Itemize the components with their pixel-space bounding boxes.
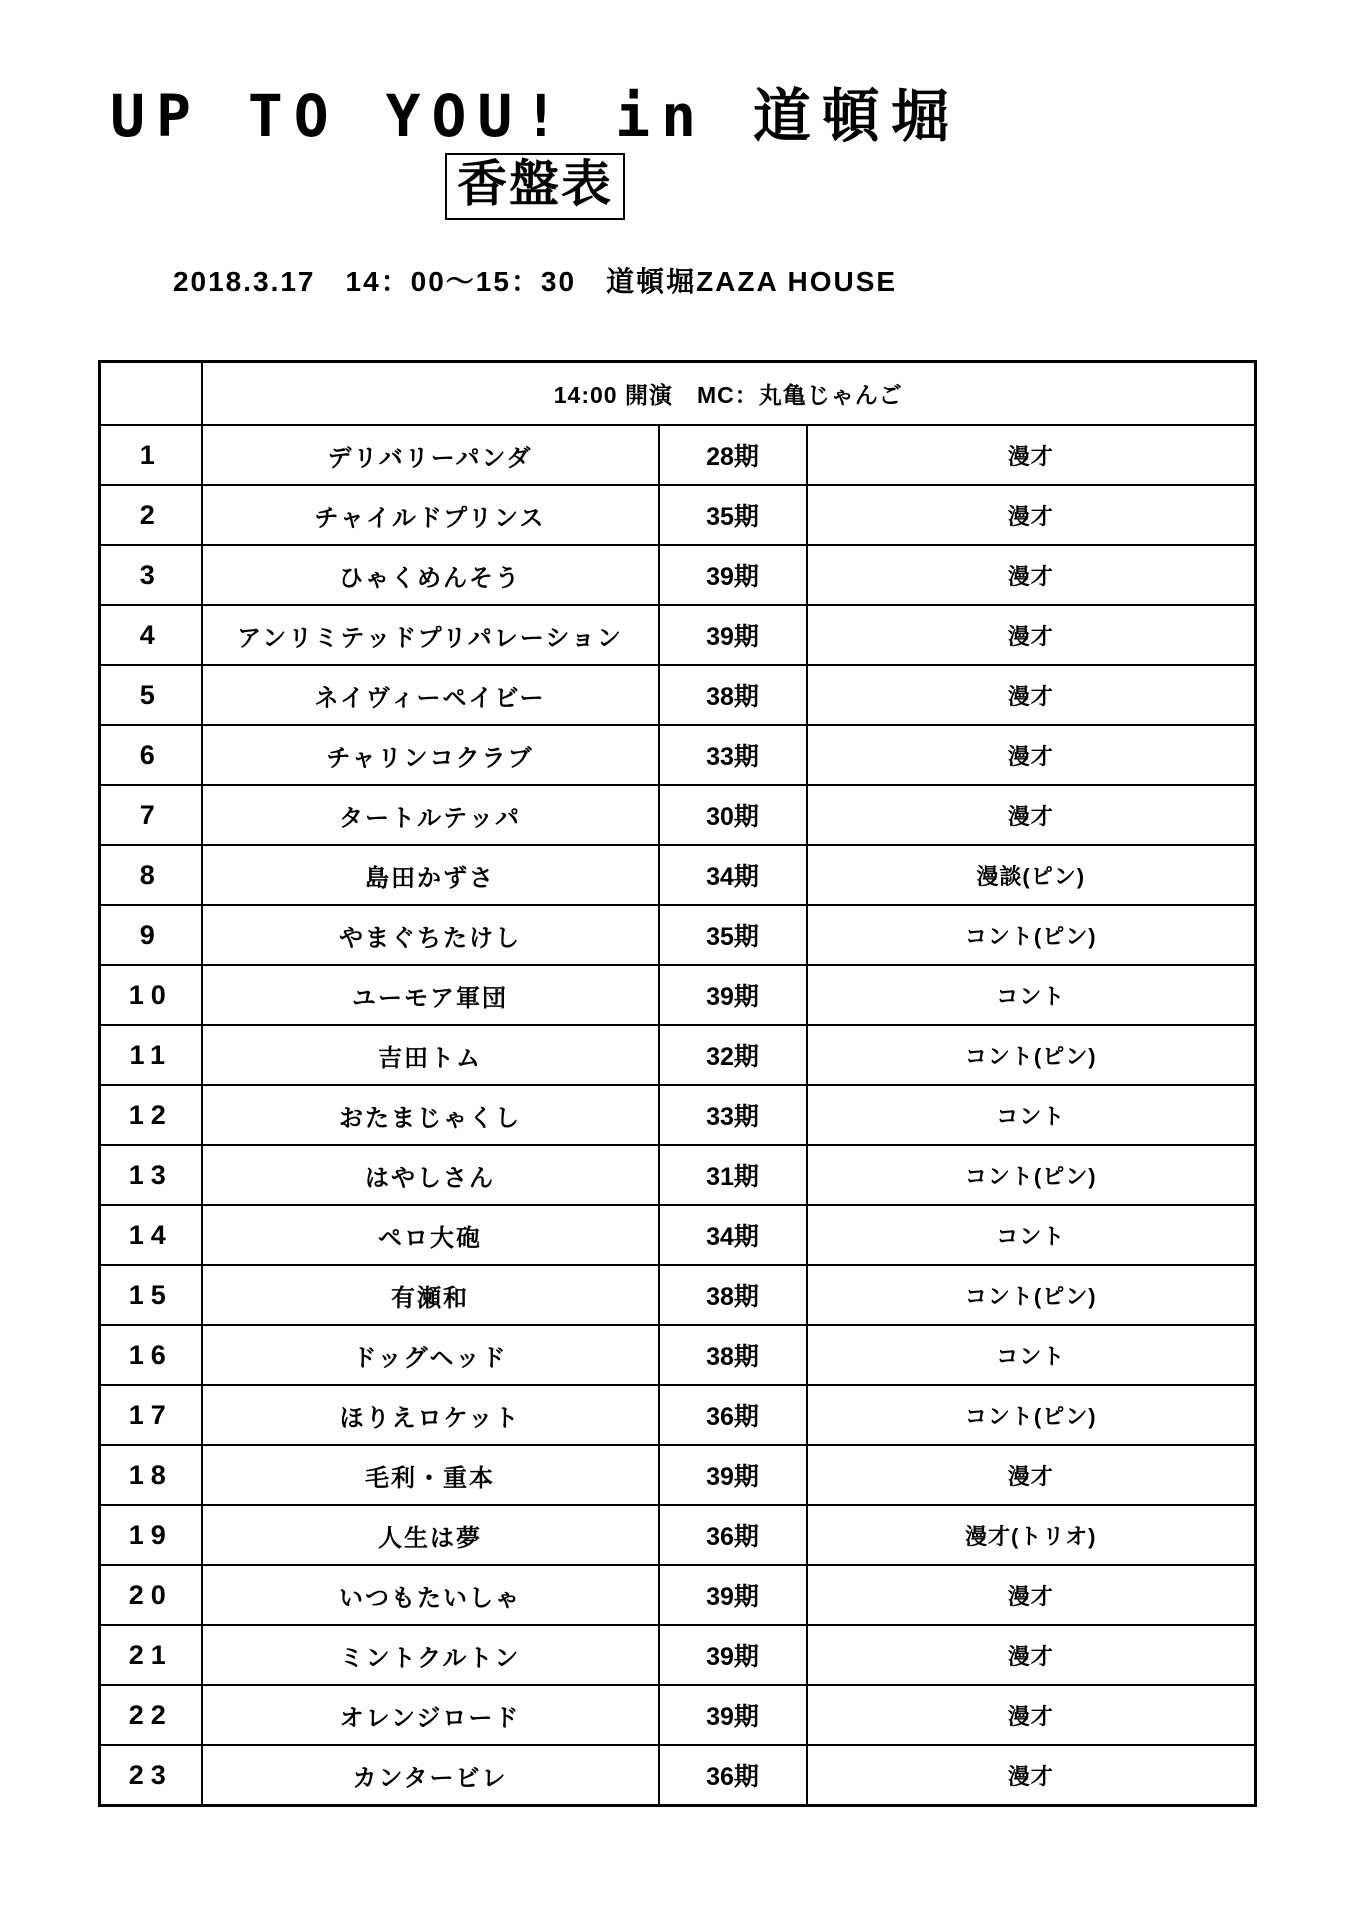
term-cell: 39期 bbox=[659, 545, 807, 605]
table-row bbox=[100, 1025, 1256, 1085]
term-cell: 28期 bbox=[659, 425, 807, 485]
order-cell: 23 bbox=[100, 1745, 202, 1805]
performer-name-cell: カンタービレ bbox=[202, 1745, 659, 1805]
term-cell: 35期 bbox=[659, 905, 807, 965]
performer-name-cell: デリバリーパンダ bbox=[202, 425, 659, 485]
table-row bbox=[100, 1085, 1256, 1145]
performer-name-cell: ミントクルトン bbox=[202, 1625, 659, 1685]
table-row bbox=[100, 1265, 1256, 1325]
order-cell: 4 bbox=[100, 605, 202, 665]
term-cell: 36期 bbox=[659, 1385, 807, 1445]
act-style-cell: 漫才 bbox=[807, 1625, 1256, 1685]
act-style-cell: 漫才 bbox=[807, 1685, 1256, 1745]
act-style-cell: コント bbox=[807, 965, 1256, 1025]
term-cell: 39期 bbox=[659, 1565, 807, 1625]
term-cell: 34期 bbox=[659, 845, 807, 905]
term-cell: 38期 bbox=[659, 1265, 807, 1325]
performer-name-cell: いつもたいしゃ bbox=[202, 1565, 659, 1625]
term-cell: 30期 bbox=[659, 785, 807, 845]
act-style-cell: コント bbox=[807, 1325, 1256, 1385]
table-row bbox=[100, 1625, 1256, 1685]
term-cell: 36期 bbox=[659, 1505, 807, 1565]
performer-name-cell: アンリミテッドプリパレーション bbox=[202, 605, 659, 665]
table-row bbox=[100, 1145, 1256, 1205]
act-style-cell: コント(ピン) bbox=[807, 1385, 1256, 1445]
term-cell: 33期 bbox=[659, 725, 807, 785]
table-row bbox=[100, 1205, 1256, 1265]
header-block bbox=[0, 0, 1070, 300]
table-row bbox=[100, 1325, 1256, 1385]
performer-name-cell: やまぐちたけし bbox=[202, 905, 659, 965]
order-cell: 21 bbox=[100, 1625, 202, 1685]
act-style-cell: 漫才 bbox=[807, 785, 1256, 845]
performer-name-cell: ドッグヘッド bbox=[202, 1325, 659, 1385]
lineup-table bbox=[98, 360, 1257, 1807]
order-cell: 14 bbox=[100, 1205, 202, 1265]
act-style-cell: コント bbox=[807, 1085, 1256, 1145]
table-row bbox=[100, 1385, 1256, 1445]
order-cell: 7 bbox=[100, 785, 202, 845]
act-style-cell: コント bbox=[807, 1205, 1256, 1265]
opening-note-cell: 14:00 開演 MC：丸亀じゃんご bbox=[202, 361, 1256, 425]
performer-name-cell: オレンジロード bbox=[202, 1685, 659, 1745]
order-cell: 17 bbox=[100, 1385, 202, 1445]
term-cell: 39期 bbox=[659, 965, 807, 1025]
performer-name-cell: はやしさん bbox=[202, 1145, 659, 1205]
act-style-cell: コント(ピン) bbox=[807, 1265, 1256, 1325]
performer-name-cell: チャリンコクラブ bbox=[202, 725, 659, 785]
order-cell: 6 bbox=[100, 725, 202, 785]
header-empty-cell bbox=[100, 361, 202, 425]
performer-name-cell: チャイルドプリンス bbox=[202, 485, 659, 545]
order-cell: 8 bbox=[100, 845, 202, 905]
event-dateline: 2018.3.17 14：00～15：30 道頓堀ZAZA HOUSE bbox=[172, 265, 898, 297]
performer-name-cell: ネイヴィーペイビー bbox=[202, 665, 659, 725]
act-style-cell: 漫才(トリオ) bbox=[807, 1505, 1256, 1565]
table-row bbox=[100, 725, 1256, 785]
performer-name-cell: おたまじゃくし bbox=[202, 1085, 659, 1145]
table-row bbox=[100, 485, 1256, 545]
table-row bbox=[100, 1745, 1256, 1805]
table-row bbox=[100, 965, 1256, 1025]
order-cell: 11 bbox=[100, 1025, 202, 1085]
table-row bbox=[100, 605, 1256, 665]
act-style-cell: 漫才 bbox=[807, 1745, 1256, 1805]
performer-name-cell: ペロ大砲 bbox=[202, 1205, 659, 1265]
table-header-row bbox=[100, 361, 1256, 425]
order-cell: 1 bbox=[100, 425, 202, 485]
term-cell: 39期 bbox=[659, 1685, 807, 1745]
order-cell: 9 bbox=[100, 905, 202, 965]
table-row bbox=[100, 845, 1256, 905]
lineup-table-body bbox=[100, 361, 1256, 1805]
act-style-cell: 漫才 bbox=[807, 665, 1256, 725]
order-cell: 18 bbox=[100, 1445, 202, 1505]
term-cell: 36期 bbox=[659, 1745, 807, 1805]
term-cell: 39期 bbox=[659, 1445, 807, 1505]
term-cell: 35期 bbox=[659, 485, 807, 545]
table-row bbox=[100, 785, 1256, 845]
performer-name-cell: ほりえロケット bbox=[202, 1385, 659, 1445]
table-row bbox=[100, 545, 1256, 605]
table-row bbox=[100, 425, 1256, 485]
order-cell: 2 bbox=[100, 485, 202, 545]
order-cell: 22 bbox=[100, 1685, 202, 1745]
order-cell: 19 bbox=[100, 1505, 202, 1565]
act-style-cell: コント(ピン) bbox=[807, 1025, 1256, 1085]
order-cell: 10 bbox=[100, 965, 202, 1025]
performer-name-cell: ユーモア軍団 bbox=[202, 965, 659, 1025]
act-style-cell: 漫才 bbox=[807, 1565, 1256, 1625]
term-cell: 39期 bbox=[659, 1625, 807, 1685]
act-style-cell: 漫才 bbox=[807, 1445, 1256, 1505]
act-style-cell: 漫才 bbox=[807, 425, 1256, 485]
order-cell: 5 bbox=[100, 665, 202, 725]
performer-name-cell: ひゃくめんそう bbox=[202, 545, 659, 605]
table-row bbox=[100, 665, 1256, 725]
table-row bbox=[100, 905, 1256, 965]
subtitle-wrap bbox=[0, 153, 1070, 220]
page-title: UP TO YOU! in 道頓堀 bbox=[110, 82, 960, 150]
performer-name-cell: 毛利・重本 bbox=[202, 1445, 659, 1505]
table-row bbox=[100, 1565, 1256, 1625]
term-cell: 31期 bbox=[659, 1145, 807, 1205]
act-style-cell: 漫才 bbox=[807, 485, 1256, 545]
act-style-cell: 漫才 bbox=[807, 605, 1256, 665]
performer-name-cell: 人生は夢 bbox=[202, 1505, 659, 1565]
act-style-cell: 漫才 bbox=[807, 545, 1256, 605]
performer-name-cell: 吉田トム bbox=[202, 1025, 659, 1085]
order-cell: 3 bbox=[100, 545, 202, 605]
order-cell: 12 bbox=[100, 1085, 202, 1145]
act-style-cell: コント(ピン) bbox=[807, 1145, 1256, 1205]
table-row bbox=[100, 1445, 1256, 1505]
term-cell: 34期 bbox=[659, 1205, 807, 1265]
term-cell: 38期 bbox=[659, 665, 807, 725]
performer-name-cell: タートルテッパ bbox=[202, 785, 659, 845]
performer-name-cell: 有瀬和 bbox=[202, 1265, 659, 1325]
term-cell: 32期 bbox=[659, 1025, 807, 1085]
subtitle-kouban-hyou: 香盤表 bbox=[445, 153, 625, 220]
act-style-cell: コント(ピン) bbox=[807, 905, 1256, 965]
order-cell: 13 bbox=[100, 1145, 202, 1205]
act-style-cell: 漫談(ピン) bbox=[807, 845, 1256, 905]
order-cell: 15 bbox=[100, 1265, 202, 1325]
term-cell: 33期 bbox=[659, 1085, 807, 1145]
table-row bbox=[100, 1505, 1256, 1565]
act-style-cell: 漫才 bbox=[807, 725, 1256, 785]
table-row bbox=[100, 1685, 1256, 1745]
order-cell: 16 bbox=[100, 1325, 202, 1385]
term-cell: 38期 bbox=[659, 1325, 807, 1385]
term-cell: 39期 bbox=[659, 605, 807, 665]
performer-name-cell: 島田かずさ bbox=[202, 845, 659, 905]
order-cell: 20 bbox=[100, 1565, 202, 1625]
